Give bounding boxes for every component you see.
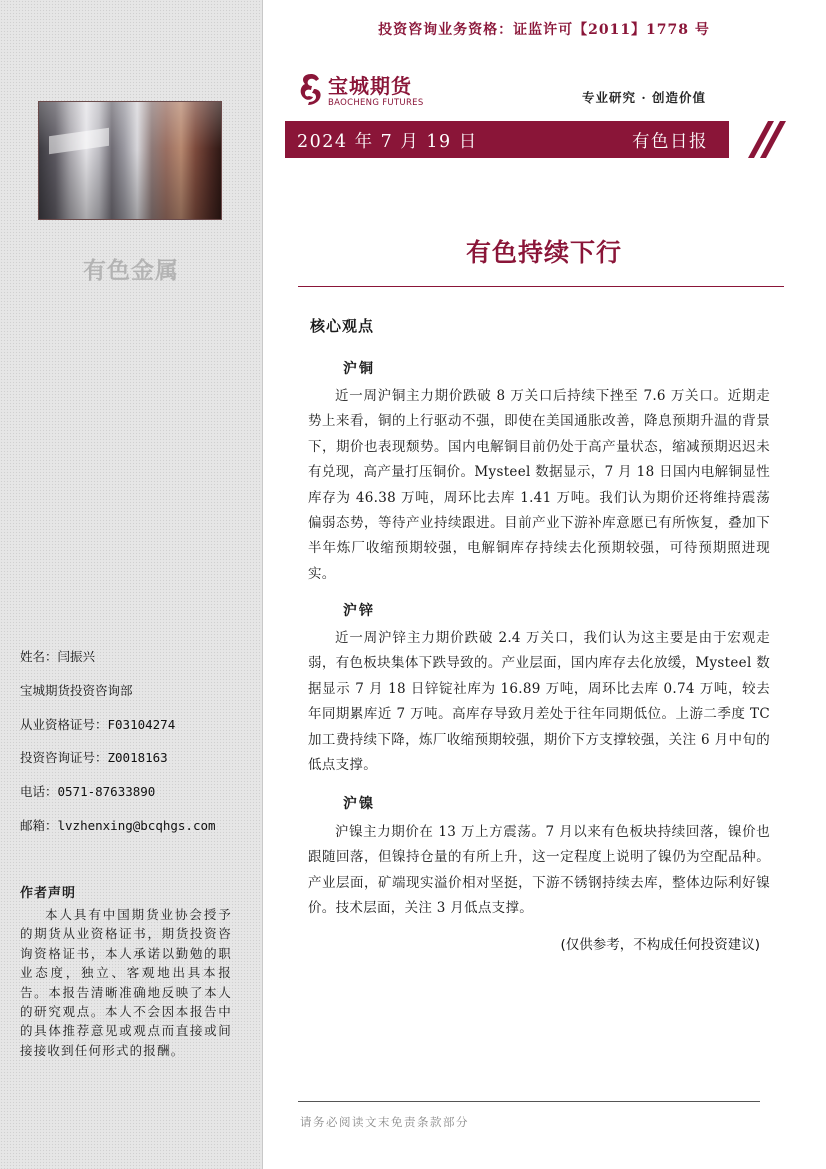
analyst-department: 宝城期货投资咨询部 (20, 682, 133, 698)
analyst-email[interactable]: 邮箱：lvzhenxing@bcqhgs.com (20, 817, 216, 833)
declaration-title: 作者声明 (20, 886, 77, 901)
banner-stripes (716, 121, 788, 158)
cover-shine (39, 102, 221, 219)
sector-title: 有色金属 (83, 258, 179, 284)
analyst-info (20, 650, 216, 853)
metal-cover-image (38, 101, 222, 220)
analyst-name: 姓名：闫振兴 (20, 649, 96, 664)
disclaimer: (仅供参考，不构成任何投资建议) (560, 937, 760, 953)
section-text-nickel: 沪镍主力期价在 13 万上方震荡。7 月以来有色板块持续回落，镍价也跟随回落，但镍持仓量的有所上升，这一定程度上说明了镍仍为空配品种。产业层面，矿端现实溢价相对坚挺，下游不锈钢持续去库，整体边际利好镍价。技术层面，关注 3 月低点支撑。 (308, 824, 770, 917)
report-date: 2024 年 7 月 19 日 (297, 132, 478, 152)
core-heading: 核心观点 (310, 317, 375, 335)
report-title: 有色持续下行 (465, 238, 622, 267)
slogan: 专业研究 · 创造价值 (582, 90, 707, 105)
section-heading-zinc: 沪锌 (343, 603, 375, 619)
declaration-text: 本人具有中国期货业协会授予的期货从业资格证书，期货投资咨询资格证书，本人承诺以勤勉的职业态度，独立、客观地出具本报告。本报告清晰准确地反映了本人的研究观点。本人不会因本报告中的具体推荐意见或观点而直接或间接接收到任何形式的报酬。 (20, 907, 232, 1058)
footer-note: 请务必阅读文末免责条款部分 (300, 1115, 469, 1129)
company-logo (298, 70, 438, 112)
section-text-copper: 近一周沪铜主力期价跌破 8 万关口后持续下挫至 7.6 万关口。近期走势上来看，铜的上行驱动不强，即使在美国通胀改善，降息预期升温的背景下，期价也表现颓势。国内电解铜目前仍处于高产量状态，缩减预期迟迟未有兑现，高产量打压铜价。Mysteel 数据显示，7 月 18 日国内电解铜显性库存为 46.38 万吨，周环比去库 1.41 万吨。我们认为期价还将维持震荡偏弱态势，等待产业持续跟进。目前产业下游补库意愿已有所恢复，叠加下半年炼厂收缩预期较强，电解铜库存持续去化预期较强，可待预期照进现实。 (308, 388, 770, 582)
section-heading-copper: 沪铜 (343, 361, 375, 377)
sidebar (0, 0, 263, 1169)
certification-line: 投资咨询业务资格：证监许可【2011】1778 号 (378, 22, 710, 38)
analyst-qualification: 从业资格证号：F03104274 (20, 716, 176, 732)
section-heading-nickel: 沪镍 (343, 796, 375, 812)
section-text-zinc: 近一周沪锌主力期价跌破 2.4 万关口，我们认为这主要是由于宏观走弱，有色板块集体下跌导致的。产业层面，国内库存去化放缓，Mysteel 数据显示 7 月 18 日锌锭社库为 16.89 万吨，周环比去库 0.74 万吨，较去年同期累库近 7 万吨。高库存导致月差处于往年同期低位。上游二季度 TC 加工费持续下降，炼厂收缩预期较强，期价下方支撑较强，关注 6 月中旬的低点支撑。 (308, 630, 770, 774)
analyst-consult-cert: 投资咨询证号：Z0018163 (20, 750, 168, 766)
logo-chinese-name: 宝城期货 (328, 74, 412, 98)
baocheng-logo-icon (298, 72, 324, 108)
report-type: 有色日报 (632, 132, 708, 152)
footer-divider (298, 1101, 760, 1102)
analyst-phone: 电话：0571-87633890 (20, 784, 156, 800)
title-divider (298, 286, 784, 287)
logo-english-name: BAOCHENG FUTURES (328, 98, 424, 108)
